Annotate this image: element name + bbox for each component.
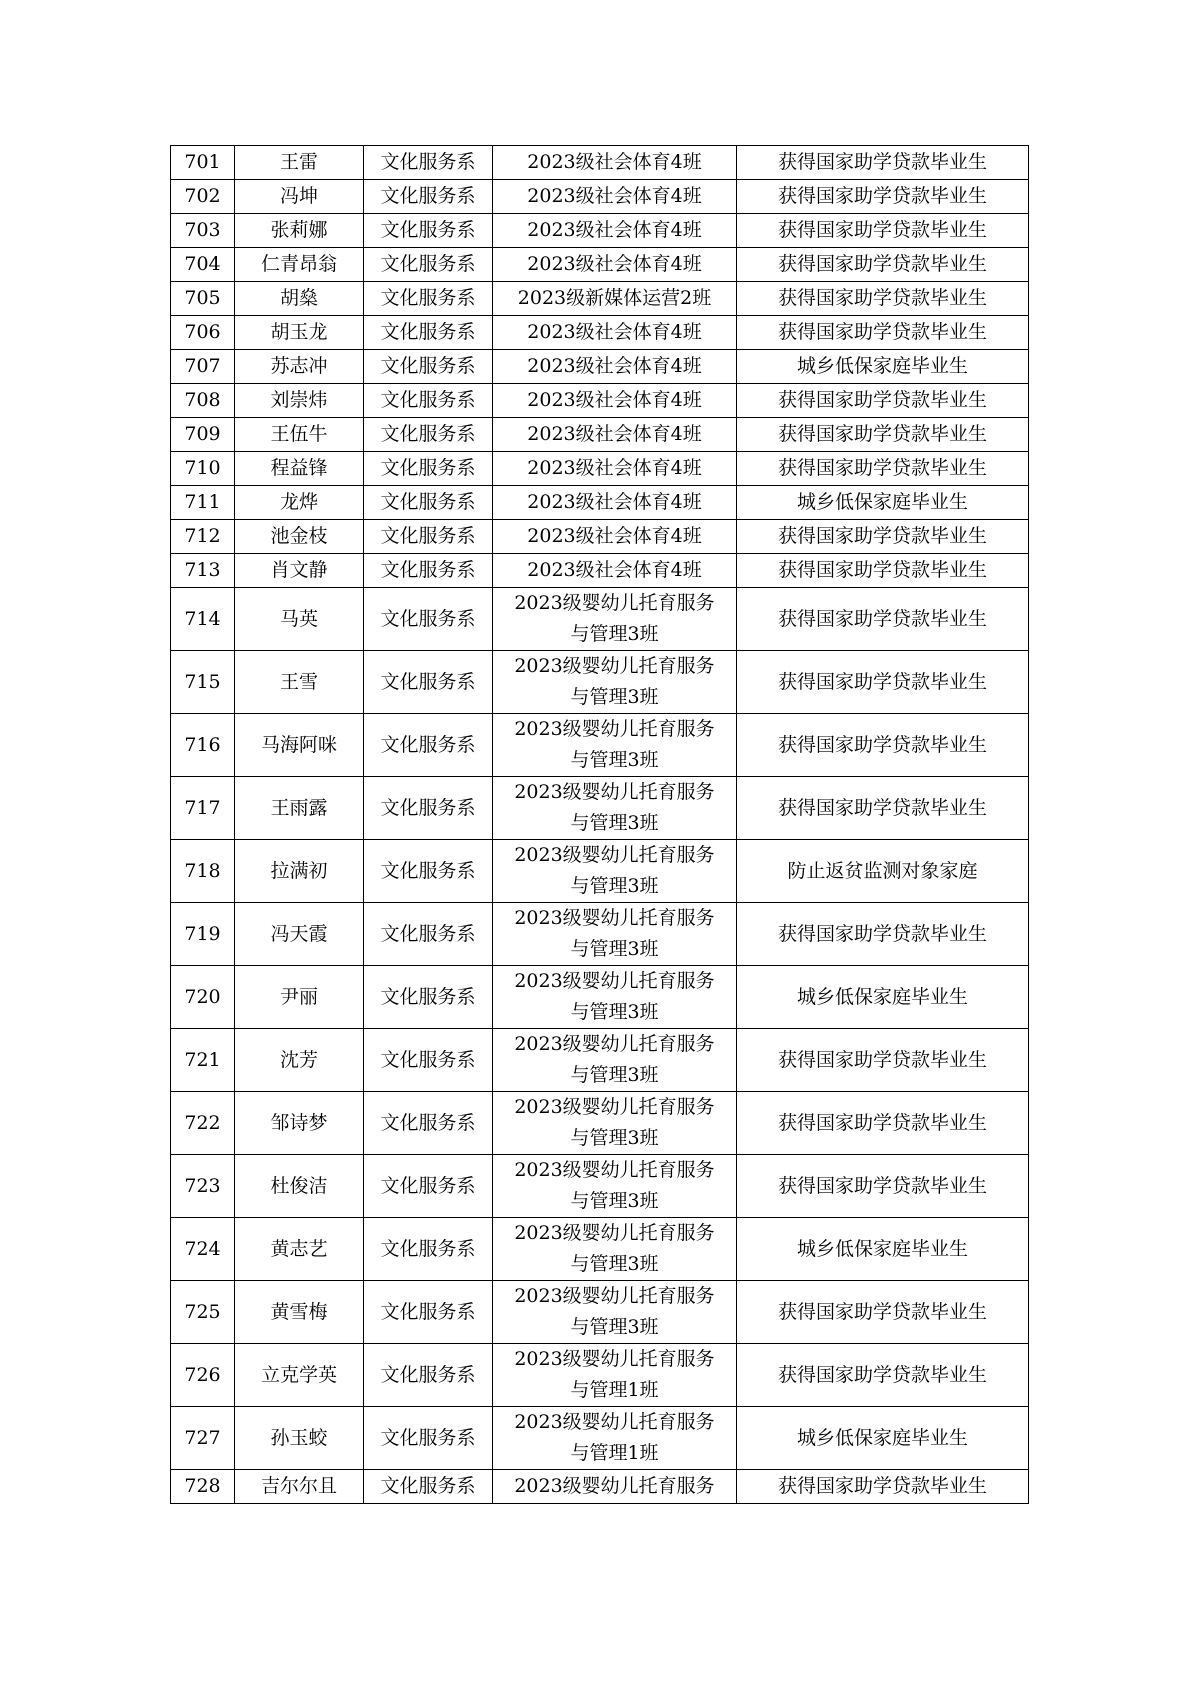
table-row — [171, 1155, 1029, 1218]
class-line: 2023级社会体育4班 — [527, 423, 702, 445]
student-name-cell: 马海阿咪 — [235, 714, 364, 777]
student-name-cell: 马英 — [235, 588, 364, 651]
row-number-cell: 714 — [171, 588, 235, 651]
class-line: 与管理3班 — [570, 1316, 659, 1338]
class-cell — [493, 840, 737, 903]
table-row — [171, 1218, 1029, 1281]
class-line: 与管理3班 — [570, 1127, 659, 1149]
student-name-cell: 程益锋 — [235, 452, 364, 486]
class-line: 与管理3班 — [570, 875, 659, 897]
department-cell: 文化服务系 — [364, 554, 493, 588]
student-name-cell: 拉满初 — [235, 840, 364, 903]
table-row — [171, 554, 1029, 588]
row-number-cell: 709 — [171, 418, 235, 452]
status-cell: 获得国家助学贷款毕业生 — [737, 903, 1029, 966]
status-cell: 获得国家助学贷款毕业生 — [737, 1029, 1029, 1092]
row-number-cell: 717 — [171, 777, 235, 840]
department-cell: 文化服务系 — [364, 282, 493, 316]
class-line: 2023级社会体育4班 — [527, 525, 702, 547]
row-number-cell: 719 — [171, 903, 235, 966]
department-cell: 文化服务系 — [364, 180, 493, 214]
row-number-cell: 715 — [171, 651, 235, 714]
status-cell: 获得国家助学贷款毕业生 — [737, 1344, 1029, 1407]
class-cell — [493, 384, 737, 418]
class-cell — [493, 520, 737, 554]
class-cell — [493, 282, 737, 316]
class-line: 与管理3班 — [570, 1064, 659, 1086]
table-row — [171, 1344, 1029, 1407]
status-cell: 获得国家助学贷款毕业生 — [737, 1155, 1029, 1218]
status-cell: 获得国家助学贷款毕业生 — [737, 1281, 1029, 1344]
department-cell: 文化服务系 — [364, 248, 493, 282]
table-row — [171, 588, 1029, 651]
status-cell: 获得国家助学贷款毕业生 — [737, 316, 1029, 350]
status-cell: 获得国家助学贷款毕业生 — [737, 384, 1029, 418]
student-name-cell: 仁青昂翁 — [235, 248, 364, 282]
class-line: 2023级婴幼儿托育服务 — [514, 1159, 715, 1181]
row-number-cell: 726 — [171, 1344, 235, 1407]
status-cell: 城乡低保家庭毕业生 — [737, 486, 1029, 520]
department-cell: 文化服务系 — [364, 1218, 493, 1281]
class-cell — [493, 1029, 737, 1092]
department-cell: 文化服务系 — [364, 1344, 493, 1407]
row-number-cell: 718 — [171, 840, 235, 903]
class-line: 2023级社会体育4班 — [527, 219, 702, 241]
row-number-cell: 702 — [171, 180, 235, 214]
table-row — [171, 418, 1029, 452]
class-cell — [493, 1344, 737, 1407]
department-cell: 文化服务系 — [364, 903, 493, 966]
class-line: 与管理3班 — [570, 1001, 659, 1023]
row-number-cell: 721 — [171, 1029, 235, 1092]
class-line: 与管理3班 — [570, 1253, 659, 1275]
class-line: 2023级婴幼儿托育服务 — [514, 1411, 715, 1433]
student-name-cell: 王雨露 — [235, 777, 364, 840]
class-line: 2023级婴幼儿托育服务 — [514, 655, 715, 677]
status-cell: 获得国家助学贷款毕业生 — [737, 452, 1029, 486]
department-cell: 文化服务系 — [364, 1092, 493, 1155]
department-cell: 文化服务系 — [364, 1155, 493, 1218]
row-number-cell: 716 — [171, 714, 235, 777]
class-cell — [493, 1155, 737, 1218]
class-line: 2023级婴幼儿托育服务 — [514, 1033, 715, 1055]
class-line: 与管理1班 — [570, 1379, 659, 1401]
student-name-cell: 刘崇炜 — [235, 384, 364, 418]
row-number-cell: 720 — [171, 966, 235, 1029]
department-cell: 文化服务系 — [364, 651, 493, 714]
row-number-cell: 727 — [171, 1407, 235, 1470]
class-line: 2023级社会体育4班 — [527, 559, 702, 581]
graduate-roster-table — [170, 145, 1029, 1504]
student-name-cell: 肖文静 — [235, 554, 364, 588]
class-line: 2023级社会体育4班 — [527, 491, 702, 513]
status-cell: 城乡低保家庭毕业生 — [737, 1407, 1029, 1470]
student-name-cell: 吉尔尔且 — [235, 1470, 364, 1504]
status-cell: 获得国家助学贷款毕业生 — [737, 146, 1029, 180]
class-line: 2023级婴幼儿托育服务 — [514, 592, 715, 614]
department-cell: 文化服务系 — [364, 452, 493, 486]
class-cell — [493, 966, 737, 1029]
class-line: 2023级婴幼儿托育服务 — [514, 1285, 715, 1307]
status-cell: 获得国家助学贷款毕业生 — [737, 588, 1029, 651]
class-line: 2023级婴幼儿托育服务 — [514, 1096, 715, 1118]
class-line: 2023级婴幼儿托育服务 — [514, 907, 715, 929]
status-cell: 获得国家助学贷款毕业生 — [737, 1092, 1029, 1155]
class-cell — [493, 1470, 737, 1504]
status-cell: 获得国家助学贷款毕业生 — [737, 777, 1029, 840]
student-name-cell: 尹丽 — [235, 966, 364, 1029]
class-cell — [493, 1218, 737, 1281]
table-row — [171, 486, 1029, 520]
department-cell: 文化服务系 — [364, 214, 493, 248]
table-row — [171, 1470, 1029, 1504]
status-cell: 获得国家助学贷款毕业生 — [737, 714, 1029, 777]
class-cell — [493, 214, 737, 248]
status-cell: 防止返贫监测对象家庭 — [737, 840, 1029, 903]
class-cell — [493, 146, 737, 180]
table-row — [171, 180, 1029, 214]
class-line: 2023级婴幼儿托育服务 — [514, 844, 715, 866]
department-cell: 文化服务系 — [364, 486, 493, 520]
class-cell — [493, 1092, 737, 1155]
class-line: 与管理3班 — [570, 749, 659, 771]
class-cell — [493, 588, 737, 651]
student-name-cell: 立克学英 — [235, 1344, 364, 1407]
table-row — [171, 1092, 1029, 1155]
class-line: 与管理3班 — [570, 1190, 659, 1212]
table-row — [171, 840, 1029, 903]
class-line: 与管理1班 — [570, 1442, 659, 1464]
status-cell: 获得国家助学贷款毕业生 — [737, 418, 1029, 452]
row-number-cell: 723 — [171, 1155, 235, 1218]
row-number-cell: 713 — [171, 554, 235, 588]
student-name-cell: 冯天霞 — [235, 903, 364, 966]
class-line: 2023级婴幼儿托育服务 — [514, 1475, 715, 1497]
class-line: 2023级婴幼儿托育服务 — [514, 1222, 715, 1244]
department-cell: 文化服务系 — [364, 1281, 493, 1344]
class-line: 与管理3班 — [570, 686, 659, 708]
status-cell: 获得国家助学贷款毕业生 — [737, 651, 1029, 714]
row-number-cell: 724 — [171, 1218, 235, 1281]
class-cell — [493, 777, 737, 840]
table-row — [171, 1407, 1029, 1470]
status-cell: 获得国家助学贷款毕业生 — [737, 180, 1029, 214]
department-cell: 文化服务系 — [364, 146, 493, 180]
department-cell: 文化服务系 — [364, 384, 493, 418]
row-number-cell: 701 — [171, 146, 235, 180]
row-number-cell: 725 — [171, 1281, 235, 1344]
status-cell: 城乡低保家庭毕业生 — [737, 966, 1029, 1029]
class-cell — [493, 452, 737, 486]
student-name-cell: 王雷 — [235, 146, 364, 180]
row-number-cell: 706 — [171, 316, 235, 350]
class-cell — [493, 714, 737, 777]
class-cell — [493, 350, 737, 384]
table-row — [171, 1029, 1029, 1092]
class-line: 2023级婴幼儿托育服务 — [514, 781, 715, 803]
class-line: 2023级社会体育4班 — [527, 185, 702, 207]
department-cell: 文化服务系 — [364, 316, 493, 350]
class-cell — [493, 418, 737, 452]
row-number-cell: 704 — [171, 248, 235, 282]
student-name-cell: 孙玉蛟 — [235, 1407, 364, 1470]
class-line: 2023级社会体育4班 — [527, 389, 702, 411]
table-row — [171, 520, 1029, 554]
student-name-cell: 龙烨 — [235, 486, 364, 520]
class-line: 2023级社会体育4班 — [527, 321, 702, 343]
status-cell: 获得国家助学贷款毕业生 — [737, 554, 1029, 588]
table-row — [171, 384, 1029, 418]
table-row — [171, 350, 1029, 384]
status-cell: 城乡低保家庭毕业生 — [737, 1218, 1029, 1281]
class-line: 2023级社会体育4班 — [527, 355, 702, 377]
table-row — [171, 214, 1029, 248]
student-name-cell: 胡燊 — [235, 282, 364, 316]
class-line: 2023级婴幼儿托育服务 — [514, 970, 715, 992]
table-row — [171, 651, 1029, 714]
department-cell: 文化服务系 — [364, 966, 493, 1029]
department-cell: 文化服务系 — [364, 777, 493, 840]
student-name-cell: 冯坤 — [235, 180, 364, 214]
class-cell — [493, 554, 737, 588]
table-row — [171, 248, 1029, 282]
status-cell: 获得国家助学贷款毕业生 — [737, 282, 1029, 316]
student-name-cell: 邹诗梦 — [235, 1092, 364, 1155]
status-cell: 获得国家助学贷款毕业生 — [737, 520, 1029, 554]
row-number-cell: 708 — [171, 384, 235, 418]
status-cell: 获得国家助学贷款毕业生 — [737, 1470, 1029, 1504]
student-name-cell: 胡玉龙 — [235, 316, 364, 350]
student-name-cell: 黄志艺 — [235, 1218, 364, 1281]
department-cell: 文化服务系 — [364, 1407, 493, 1470]
student-name-cell: 张莉娜 — [235, 214, 364, 248]
class-line: 2023级社会体育4班 — [527, 151, 702, 173]
student-name-cell: 杜俊洁 — [235, 1155, 364, 1218]
row-number-cell: 703 — [171, 214, 235, 248]
department-cell: 文化服务系 — [364, 520, 493, 554]
class-line: 与管理3班 — [570, 623, 659, 645]
document-page — [170, 145, 1028, 1504]
class-line: 2023级新媒体运营2班 — [517, 287, 712, 309]
row-number-cell: 705 — [171, 282, 235, 316]
class-cell — [493, 486, 737, 520]
class-line: 2023级婴幼儿托育服务 — [514, 718, 715, 740]
row-number-cell: 707 — [171, 350, 235, 384]
student-name-cell: 苏志冲 — [235, 350, 364, 384]
table-row — [171, 714, 1029, 777]
class-cell — [493, 180, 737, 214]
row-number-cell: 722 — [171, 1092, 235, 1155]
department-cell: 文化服务系 — [364, 350, 493, 384]
class-cell — [493, 1281, 737, 1344]
table-row — [171, 316, 1029, 350]
class-line: 2023级婴幼儿托育服务 — [514, 1348, 715, 1370]
row-number-cell: 710 — [171, 452, 235, 486]
table-row — [171, 966, 1029, 1029]
roster-body — [171, 146, 1029, 1504]
student-name-cell: 王伍牛 — [235, 418, 364, 452]
row-number-cell: 712 — [171, 520, 235, 554]
student-name-cell: 池金枝 — [235, 520, 364, 554]
table-row — [171, 1281, 1029, 1344]
department-cell: 文化服务系 — [364, 840, 493, 903]
class-line: 2023级社会体育4班 — [527, 457, 702, 479]
class-cell — [493, 651, 737, 714]
class-line: 与管理3班 — [570, 812, 659, 834]
table-row — [171, 903, 1029, 966]
class-line: 与管理3班 — [570, 938, 659, 960]
department-cell: 文化服务系 — [364, 418, 493, 452]
table-row — [171, 146, 1029, 180]
class-cell — [493, 248, 737, 282]
status-cell: 获得国家助学贷款毕业生 — [737, 214, 1029, 248]
class-cell — [493, 1407, 737, 1470]
class-line: 2023级社会体育4班 — [527, 253, 702, 275]
department-cell: 文化服务系 — [364, 1470, 493, 1504]
department-cell: 文化服务系 — [364, 588, 493, 651]
student-name-cell: 沈芳 — [235, 1029, 364, 1092]
table-row — [171, 282, 1029, 316]
table-row — [171, 452, 1029, 486]
table-row — [171, 777, 1029, 840]
row-number-cell: 711 — [171, 486, 235, 520]
department-cell: 文化服务系 — [364, 1029, 493, 1092]
status-cell: 获得国家助学贷款毕业生 — [737, 248, 1029, 282]
department-cell: 文化服务系 — [364, 714, 493, 777]
row-number-cell: 728 — [171, 1470, 235, 1504]
status-cell: 城乡低保家庭毕业生 — [737, 350, 1029, 384]
class-cell — [493, 903, 737, 966]
student-name-cell: 黄雪梅 — [235, 1281, 364, 1344]
student-name-cell: 王雪 — [235, 651, 364, 714]
class-cell — [493, 316, 737, 350]
